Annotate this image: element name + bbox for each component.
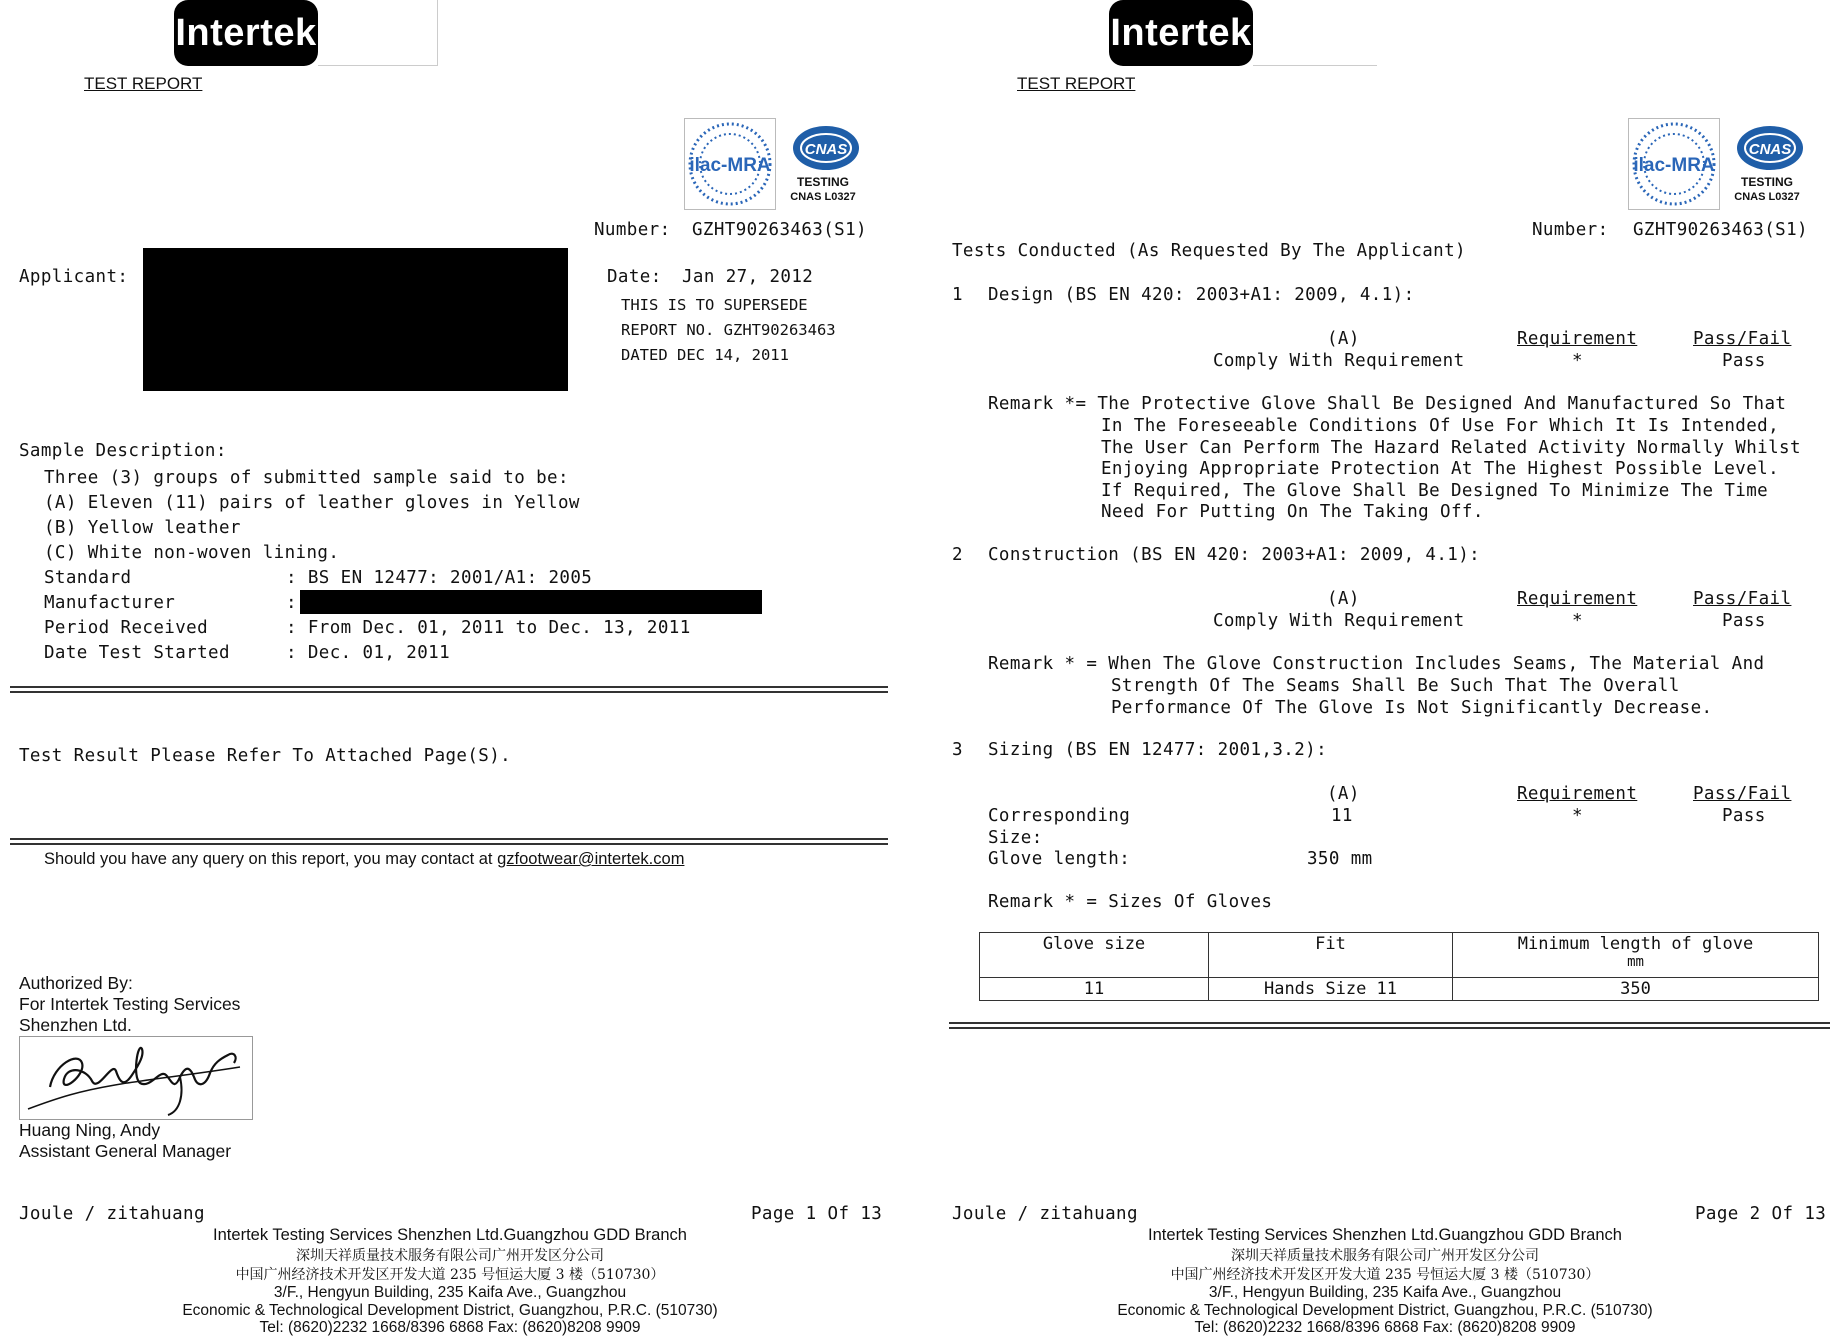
report-number: GZHT90263463(S1)	[1633, 220, 1808, 240]
section-divider	[10, 838, 888, 845]
section-divider	[10, 686, 888, 693]
section-number: 3	[952, 740, 963, 760]
section-number: 2	[952, 545, 963, 565]
glove-size-table	[979, 932, 1819, 1001]
field-value: : From Dec. 01, 2011 to Dec. 13, 2011	[286, 618, 691, 638]
pass-fail-value: Pass	[1722, 351, 1766, 371]
footer-address-cn: 中国广州经济技术开发区开发大道 235 号恒运大厦 3 楼（510730）	[1170, 1267, 1600, 1283]
field-value: : Dec. 01, 2011	[286, 643, 451, 663]
report-page-1	[0, 0, 912, 1338]
test-result-note: Test Result Please Refer To Attached Page(S).	[19, 746, 512, 766]
column-a-header: (A)	[1327, 329, 1360, 349]
footer-address-2: Economic & Technological Development District, Guangzhou, P.R.C. (510730)	[1117, 1302, 1653, 1319]
svg-text:CNAS L0327: CNAS L0327	[790, 191, 856, 203]
column-a-header: (A)	[1327, 589, 1360, 609]
page-number: Page 2 Of 13	[1695, 1204, 1827, 1224]
footer-address-cn: 中国广州经济技术开发区开发大道 235 号恒运大厦 3 楼（510730）	[235, 1267, 665, 1283]
section-number: 1	[952, 285, 963, 305]
signer-title: Assistant General Manager	[19, 1141, 232, 1161]
signature	[19, 1036, 253, 1120]
intertek-logo: Intertek	[174, 0, 318, 66]
field-values	[286, 566, 691, 666]
svg-text:TESTING: TESTING	[1740, 175, 1794, 189]
footer-company: Intertek Testing Services Shenzhen Ltd.Guangzhou GDD Branch	[1148, 1226, 1622, 1244]
footer-address-1: 3/F., Hengyun Building, 235 Kaifa Ave., Guangzhou	[273, 1284, 627, 1301]
report-title: TEST REPORT	[84, 74, 203, 93]
pass-fail-header: Pass/Fail	[1693, 589, 1792, 609]
signer-name: Huang Ning, Andy	[19, 1120, 161, 1140]
table-cell: Hands Size 11	[1209, 978, 1453, 1001]
number-label: Number:	[594, 220, 671, 240]
table-cell: 350	[1453, 978, 1819, 1001]
logo-rule	[1253, 65, 1377, 66]
requirement-header: Requirement	[1517, 784, 1638, 804]
intertek-logo: Intertek	[1109, 0, 1253, 66]
svg-text:CNAS: CNAS	[804, 141, 848, 158]
field-label: Manufacturer	[44, 593, 176, 613]
applicant-label: Applicant:	[19, 267, 129, 287]
result-label: Corresponding Size:	[988, 806, 1131, 848]
pass-fail-value: Pass	[1722, 806, 1766, 826]
svg-text:CNAS: CNAS	[1748, 141, 1792, 158]
sample-line: (B) Yellow leather	[44, 518, 241, 538]
field-label: Standard	[44, 568, 132, 588]
requirement-header: Requirement	[1517, 589, 1638, 609]
footer-address-2: Economic & Technological Development District, Guangzhou, P.R.C. (510730)	[182, 1302, 718, 1319]
svg-text:ilac-MRA: ilac-MRA	[689, 155, 771, 176]
section-divider	[949, 1022, 1830, 1029]
ilac-mra-logo	[684, 118, 776, 210]
table-cell: 11	[980, 978, 1209, 1001]
result-label: Comply With Requirement	[1213, 611, 1465, 631]
cnas-logo	[788, 120, 864, 210]
sample-description	[44, 466, 580, 566]
field-label: Period Received	[44, 618, 209, 638]
column-a-header: (A)	[1327, 784, 1360, 804]
report-page-2	[935, 0, 1830, 1338]
contact-note: Should you have any query on this report, you may contact at gzfootwear@intertek.com	[44, 850, 685, 868]
requirement-value: *	[1572, 611, 1583, 631]
cnas-logo	[1732, 120, 1808, 210]
requirement-value: *	[1572, 351, 1583, 371]
pass-fail-value: Pass	[1722, 611, 1766, 631]
table-header: Glove size	[980, 933, 1209, 978]
applicant-redaction	[143, 248, 568, 391]
footer-operator: Joule / zitahuang	[19, 1204, 205, 1224]
field-labels	[44, 566, 230, 666]
remark-first-line: Remark *= The Protective Glove Shall Be Designed And Manufactured So That	[988, 394, 1787, 414]
footer-company-cn: 深圳天祥质量技术服务有限公司广州开发区分公司	[296, 1248, 604, 1264]
section-title: Design (BS EN 420: 2003+A1: 2009, 4.1):	[988, 285, 1415, 305]
footer-phone: Tel: (8620)2232 1668/8396 6868 Fax: (8620)8208 9909	[259, 1319, 641, 1336]
remark-text: In The Foreseeable Conditions Of Use For Which It Is Intended, The User Can Perform The Hazard Related Activity Normally Whilst Enjoying Appropriate Protection At The Highest Possible Level. If Required, The Glove Shall Be Designed To Minimize The Time Need For Putting On The Taking Off.	[1101, 416, 1801, 523]
tests-heading: Tests Conducted (As Requested By The Applicant)	[952, 241, 1466, 261]
table-header: Minimum length of glove mm	[1453, 933, 1819, 978]
footer-phone: Tel: (8620)2232 1668/8396 6868 Fax: (8620)8208 9909	[1194, 1319, 1576, 1336]
remark-first-line: Remark * = When The Glove Construction Includes Seams, The Material And	[988, 654, 1765, 674]
glove-length-label: Glove length:	[988, 849, 1131, 869]
sample-line: (C) White non-woven lining.	[44, 543, 340, 563]
table-row	[980, 978, 1819, 1001]
date-label: Date:	[607, 267, 662, 287]
pass-fail-header: Pass/Fail	[1693, 329, 1792, 349]
contact-email-link[interactable]: gzfootwear@intertek.com	[497, 850, 685, 868]
sample-heading: Sample Description:	[19, 441, 227, 461]
footer-address-1: 3/F., Hengyun Building, 235 Kaifa Ave., Guangzhou	[1208, 1284, 1562, 1301]
authorized-by: Authorized By: For Intertek Testing Services Shenzhen Ltd.	[19, 973, 241, 1035]
sample-line: Three (3) groups of submitted sample said to be:	[44, 468, 569, 488]
signer	[19, 1120, 231, 1162]
section-title: Sizing (BS EN 12477: 2001,3.2):	[988, 740, 1328, 760]
remark-first-line: Remark * = Sizes Of Gloves	[988, 892, 1273, 912]
footer-operator: Joule / zitahuang	[952, 1204, 1138, 1224]
footer-company-cn: 深圳天祥质量技术服务有限公司广州开发区分公司	[1231, 1248, 1539, 1264]
logo-rule	[318, 65, 438, 66]
requirement-value: *	[1572, 806, 1583, 826]
requirement-header: Requirement	[1517, 329, 1638, 349]
size-value: 11	[1331, 806, 1353, 826]
table-header: Fit	[1209, 933, 1453, 978]
glove-length-value: 350 mm	[1307, 849, 1373, 869]
remark-text: Strength Of The Seams Shall Be Such That The Overall Performance Of The Glove Is Not Significantly Decrease.	[1111, 676, 1713, 718]
section-title: Construction (BS EN 420: 2003+A1: 2009, 4.1):	[988, 545, 1481, 565]
pass-fail-header: Pass/Fail	[1693, 784, 1792, 804]
report-date: Jan 27, 2012	[682, 267, 814, 287]
manufacturer-redaction	[300, 590, 762, 614]
svg-text:TESTING: TESTING	[796, 175, 850, 189]
logo-rule-vertical	[437, 0, 438, 66]
field-value: :	[286, 593, 297, 613]
svg-text:CNAS L0327: CNAS L0327	[1734, 191, 1800, 203]
result-label: Comply With Requirement	[1213, 351, 1465, 371]
field-value: : BS EN 12477: 2001/A1: 2005	[286, 568, 593, 588]
number-label: Number:	[1532, 220, 1609, 240]
report-number: GZHT90263463(S1)	[692, 220, 867, 240]
page-number: Page 1 Of 13	[751, 1204, 883, 1224]
footer-company: Intertek Testing Services Shenzhen Ltd.Guangzhou GDD Branch	[213, 1226, 687, 1244]
supersede-note: THIS IS TO SUPERSEDE REPORT NO. GZHT90263463 DATED DEC 14, 2011	[621, 296, 836, 364]
ilac-mra-logo	[1628, 118, 1720, 210]
sample-line: (A) Eleven (11) pairs of leather gloves in Yellow	[44, 493, 580, 513]
svg-text:ilac-MRA: ilac-MRA	[1633, 155, 1715, 176]
report-title: TEST REPORT	[1017, 74, 1136, 93]
field-label: Date Test Started	[44, 643, 230, 663]
